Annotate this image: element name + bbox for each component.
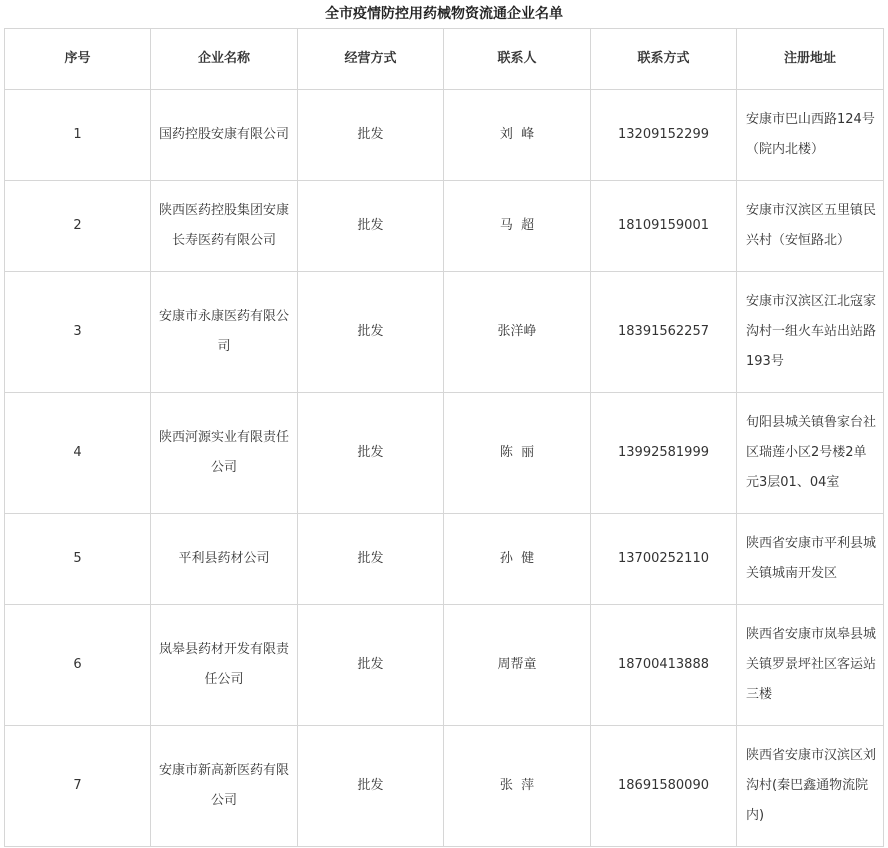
registered-address: 安康市巴山西路124号（院内北楼） — [737, 90, 884, 181]
company-name: 陕西河源实业有限责任公司 — [151, 393, 298, 514]
company-name: 安康市永康医药有限公司 — [151, 272, 298, 393]
registered-address: 陕西省安康市汉滨区刘沟村(秦巴鑫通物流院内) — [737, 726, 884, 847]
table-row — [5, 181, 884, 272]
contact-person: 周帮童 — [444, 605, 591, 726]
phone-number: 13992581999 — [591, 393, 737, 514]
contact-person: 陈 丽 — [444, 393, 591, 514]
column-header-address: 注册地址 — [737, 29, 884, 90]
table-header-row — [5, 29, 884, 90]
contact-person: 张 萍 — [444, 726, 591, 847]
registered-address: 陕西省安康市岚皋县城关镇罗景坪社区客运站三楼 — [737, 605, 884, 726]
company-name: 岚皋县药材开发有限责任公司 — [151, 605, 298, 726]
business-mode: 批发 — [298, 605, 444, 726]
phone-number: 13209152299 — [591, 90, 737, 181]
contact-person: 孙 健 — [444, 514, 591, 605]
registered-address: 陕西省安康市平利县城关镇城南开发区 — [737, 514, 884, 605]
table-row — [5, 514, 884, 605]
contact-person: 马 超 — [444, 181, 591, 272]
row-number: 3 — [5, 272, 151, 393]
phone-number: 18700413888 — [591, 605, 737, 726]
column-header-business-mode: 经营方式 — [298, 29, 444, 90]
business-mode: 批发 — [298, 393, 444, 514]
row-number: 5 — [5, 514, 151, 605]
table-row — [5, 726, 884, 847]
table-row — [5, 272, 884, 393]
company-name: 国药控股安康有限公司 — [151, 90, 298, 181]
document-title: 全市疫情防控用药械物资流通企业名单 — [325, 6, 563, 22]
phone-number: 18691580090 — [591, 726, 737, 847]
phone-number: 18391562257 — [591, 272, 737, 393]
phone-number: 18109159001 — [591, 181, 737, 272]
row-number: 7 — [5, 726, 151, 847]
row-number: 6 — [5, 605, 151, 726]
registered-address: 旬阳县城关镇鲁家台社区瑞莲小区2号楼2单元3层01、04室 — [737, 393, 884, 514]
business-mode: 批发 — [298, 181, 444, 272]
business-mode: 批发 — [298, 514, 444, 605]
business-mode: 批发 — [298, 90, 444, 181]
contact-person: 刘 峰 — [444, 90, 591, 181]
business-mode: 批发 — [298, 726, 444, 847]
contact-person: 张洋峥 — [444, 272, 591, 393]
column-header-contact-person: 联系人 — [444, 29, 591, 90]
table-row — [5, 90, 884, 181]
row-number: 4 — [5, 393, 151, 514]
column-header-number: 序号 — [5, 29, 151, 90]
phone-number: 13700252110 — [591, 514, 737, 605]
registered-address: 安康市汉滨区五里镇民兴村（安恒路北） — [737, 181, 884, 272]
row-number: 1 — [5, 90, 151, 181]
registered-address: 安康市汉滨区江北寇家沟村一组火车站出站路193号 — [737, 272, 884, 393]
column-header-phone: 联系方式 — [591, 29, 737, 90]
column-header-company-name: 企业名称 — [151, 29, 298, 90]
company-name: 陕西医药控股集团安康长寿医药有限公司 — [151, 181, 298, 272]
company-name: 平利县药材公司 — [151, 514, 298, 605]
company-name: 安康市新高新医药有限公司 — [151, 726, 298, 847]
table-row — [5, 605, 884, 726]
enterprise-table — [4, 28, 884, 847]
row-number: 2 — [5, 181, 151, 272]
table-row — [5, 393, 884, 514]
business-mode: 批发 — [298, 272, 444, 393]
